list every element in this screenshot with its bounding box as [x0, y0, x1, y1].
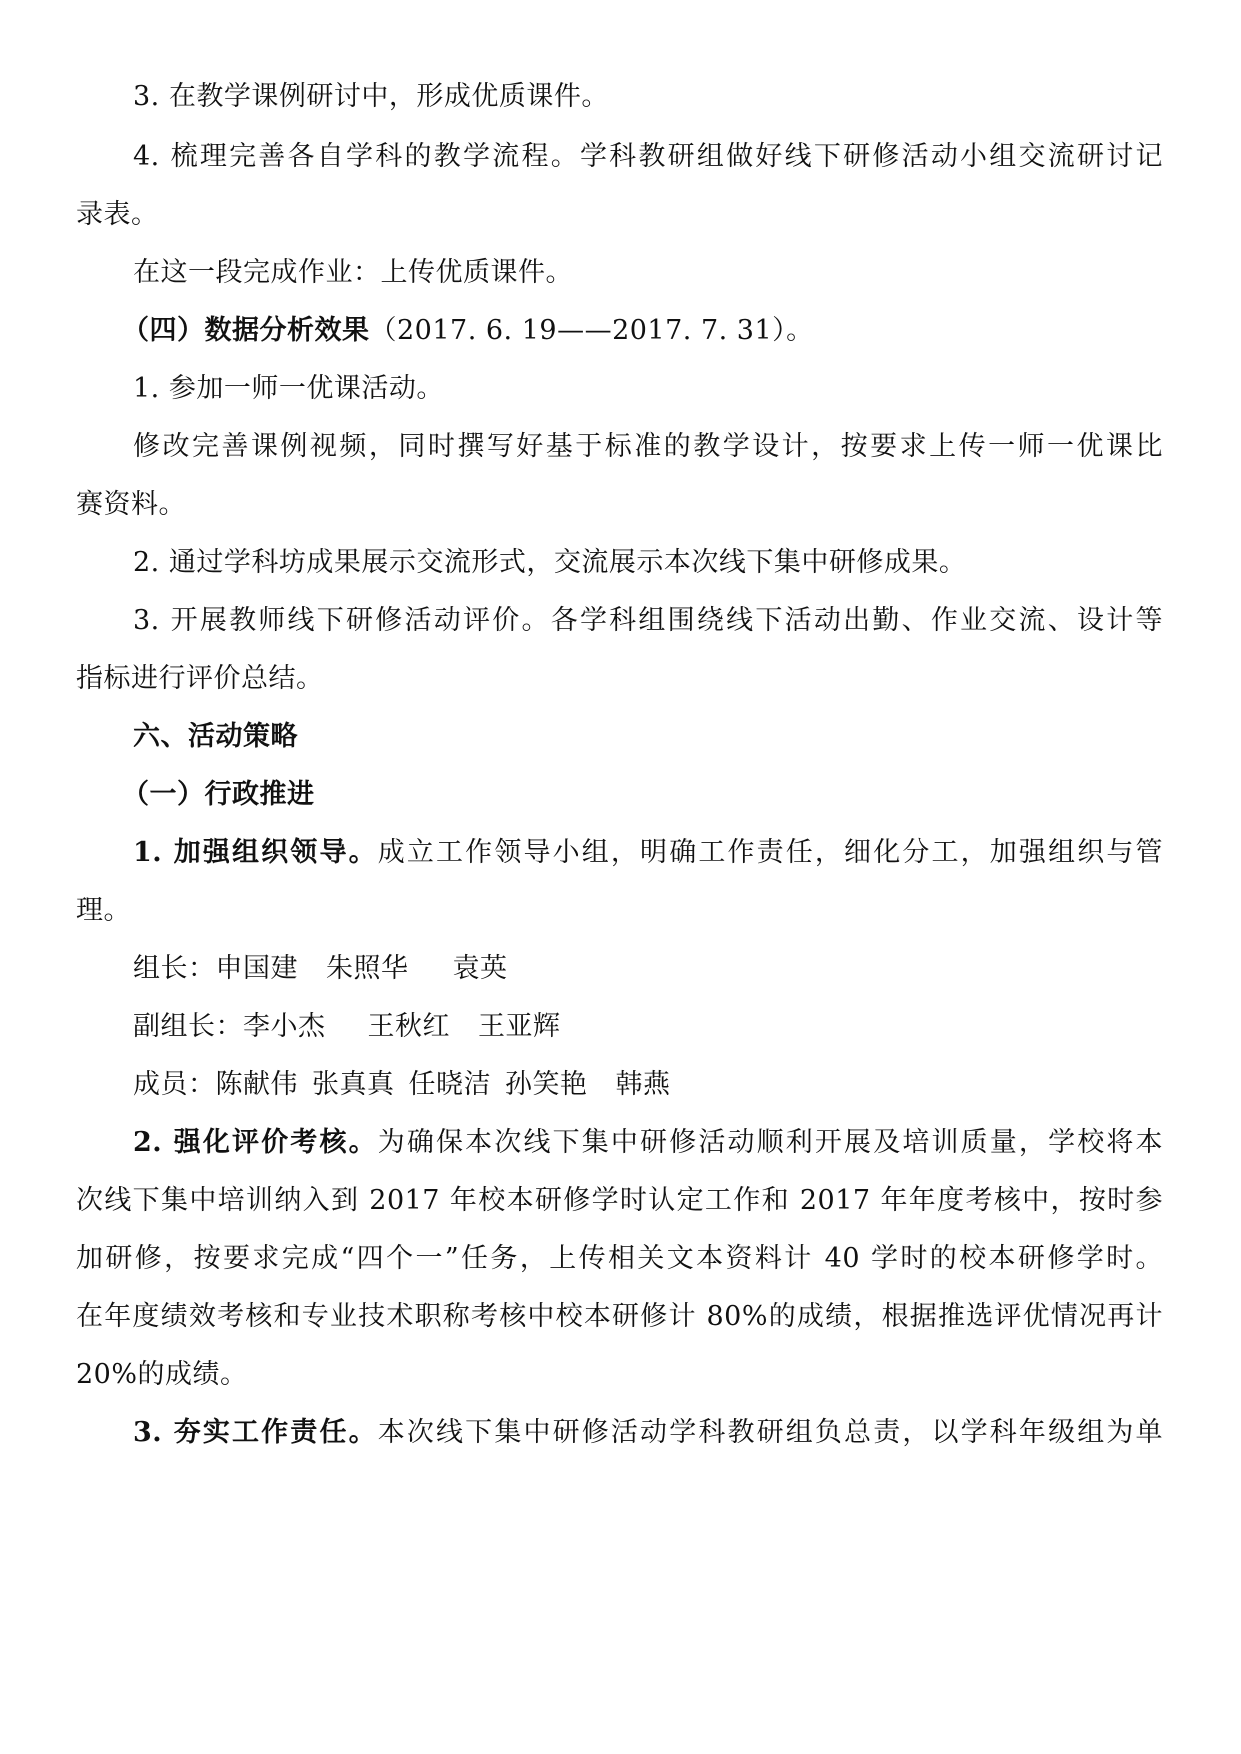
member-list [133, 1066, 671, 1104]
section-heading: （四）数据分析效果 [122, 315, 370, 346]
paragraph-line: 次线下集中培训纳入到 2017 年校本研修学时认定工作和 2017 年年度考核中，按时参 [76, 1185, 1163, 1216]
paragraph-line: 20%的成绩。 [76, 1359, 248, 1390]
paragraph-line: 理。 [76, 895, 131, 926]
section-heading-line [122, 312, 814, 350]
paragraph-line: 指标进行评价总结。 [76, 663, 324, 694]
paragraph-line: 赛资料。 [76, 489, 186, 520]
member-label: 成员： [133, 1069, 216, 1100]
paragraph-line: 加研修，按要求完成“四个一”任务，上传相关文本资料计 40 学时的校本研修学时。 [76, 1243, 1163, 1274]
paragraph-line: 在这一段完成作业：上传优质课件。 [133, 257, 573, 288]
person-name: 申国建 [215, 953, 298, 984]
person-name: 袁英 [452, 953, 508, 984]
item-heading: 2. 强化评价考核。 [133, 1127, 378, 1158]
person-name: 王亚辉 [478, 1011, 561, 1042]
person-name: 张真真 [312, 1069, 395, 1100]
chapter-heading: 六、活动策略 [133, 721, 298, 752]
paragraph-line: 修改完善课例视频，同时撰写好基于标准的教学设计，按要求上传一师一优课比 [133, 431, 1163, 462]
paragraph-line: 1. 加强组织领导。成立工作领导小组，明确工作责任，细化分工，加强组织与管 [133, 837, 1164, 868]
paragraph-line: 2. 通过学科坊成果展示交流形式，交流展示本次线下集中研修成果。 [133, 547, 967, 578]
paragraph-line: 2. 强化评价考核。为确保本次线下集中研修活动顺利开展及培训质量，学校将本 [133, 1127, 1164, 1158]
person-name: 王秋红 [367, 1011, 450, 1042]
paragraph-line: 4. 梳理完善各自学科的教学流程。学科教研组做好线下研修活动小组交流研讨记 [133, 141, 1163, 172]
leader-list [133, 950, 508, 988]
paragraph-line: 3. 在教学课例研讨中，形成优质课件。 [133, 81, 609, 112]
item-heading: 1. 加强组织领导。 [133, 837, 378, 868]
person-name: 李小杰 [243, 1011, 326, 1042]
paragraph-line: 3. 夯实工作责任。本次线下集中研修活动学科教研组负总责，以学科年级组为单 [133, 1417, 1164, 1448]
leader-label: 组长： [133, 953, 216, 984]
item-heading: 3. 夯实工作责任。 [133, 1417, 378, 1448]
deputy-leader-list [133, 1008, 561, 1046]
person-name: 陈献伟 [215, 1069, 298, 1100]
paragraph-line: 3. 开展教师线下研修活动评价。各学科组围绕线下活动出勤、作业交流、设计等 [133, 605, 1163, 636]
person-name: 韩燕 [615, 1069, 671, 1100]
person-name: 朱照华 [326, 953, 409, 984]
paragraph-line: 录表。 [76, 199, 159, 230]
date-range: （2017. 6. 19——2017. 7. 31）。 [369, 315, 814, 346]
paragraph-line: 1. 参加一师一优课活动。 [133, 373, 444, 404]
section-heading: （一）行政推进 [122, 779, 315, 810]
deputy-label: 副组长： [133, 1011, 243, 1042]
paragraph-line: 在年度绩效考核和专业技术职称考核中校本研修计 80%的成绩，根据推选评优情况再计 [76, 1301, 1163, 1332]
person-name: 任晓洁 [408, 1069, 491, 1100]
person-name: 孙笑艳 [505, 1069, 588, 1100]
